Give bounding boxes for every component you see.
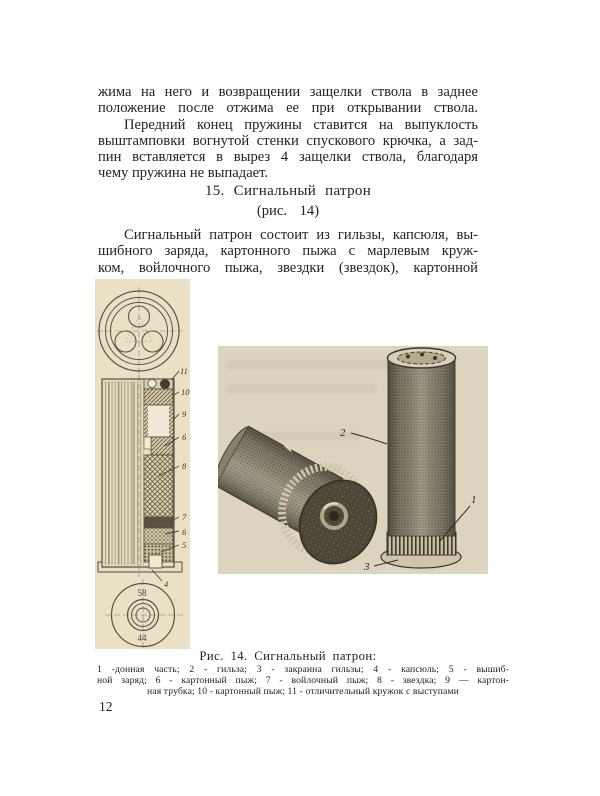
part-label: 10: [181, 387, 190, 397]
text-line: пин вставляется в вырез 4 защелки ствола, благодаря: [98, 149, 478, 166]
part-label: 5: [182, 540, 187, 550]
part-label: 6: [182, 432, 187, 442]
bottom-view: [105, 579, 183, 648]
text-line: Сигнальный патрон состоит из гильзы, капсюля, вы-: [124, 227, 478, 243]
part-label-rim: 3: [364, 561, 370, 573]
text-line: шибного заряда, картонного пыжа с марлевым круж-: [98, 243, 478, 260]
part-label-case: 2: [340, 427, 346, 439]
figure-reference: (рис. 14): [256, 203, 320, 219]
section-heading: 15. Сигнальный патрон: [204, 183, 372, 199]
text-line: ком, войлочного пыжа, звездки (звездок), картонной: [98, 259, 478, 276]
part-label: 4: [164, 579, 169, 589]
legend-line: 1 -донная часть; 2 - гильза; 3 - закраина гильзы; 4 - капсюль; 5 - вышиб-: [97, 664, 509, 675]
part-label-base: 1: [471, 494, 477, 506]
cartridge-lying: [218, 418, 391, 574]
top-view: [97, 287, 183, 379]
part-label: 7: [182, 512, 187, 522]
part-label: 11: [180, 366, 188, 376]
cartridges-drawing: [218, 346, 488, 574]
part-label: 8: [182, 461, 187, 471]
text-line: положение после отжима ее при открывании ствола.: [98, 100, 478, 117]
part-label: 9: [182, 409, 187, 419]
figure-cross-section: [95, 279, 190, 649]
section-view: [98, 366, 190, 589]
text-line: чему пружина не выпадает.: [98, 165, 269, 182]
page-number: 12: [99, 699, 113, 714]
legend-line: ной заряд; 6 - картонный пыж; 7 - войлочный пыж; 8 - звездка; 9 — картон-: [97, 674, 509, 686]
text-line: Передний конец пружины ставится на выпуклость: [124, 116, 478, 133]
cartridge-standing: [381, 348, 461, 568]
legend-line: ная трубка; 10 - картонный пыж; 11 - отличительный кружок с выступами: [147, 685, 459, 697]
figure-caption: Рис. 14. Сигнальный патрон:: [199, 649, 377, 663]
text-line: выштамповки вогнутой стенки спускового крючка, а зад-: [98, 132, 478, 149]
diameter-dim-bottom: 44: [137, 633, 147, 643]
diameter-dim-top: 58: [137, 588, 147, 598]
figure-legend: [97, 665, 509, 698]
paragraph-block-intro: [98, 227, 478, 276]
text-line: жима на него и возвращении защелки ствола в заднее: [98, 84, 478, 100]
figure-cartridges: [218, 346, 488, 574]
cross-section-drawing: [95, 279, 190, 649]
paragraph-block-top: [98, 84, 478, 182]
part-label: 6: [182, 527, 187, 537]
